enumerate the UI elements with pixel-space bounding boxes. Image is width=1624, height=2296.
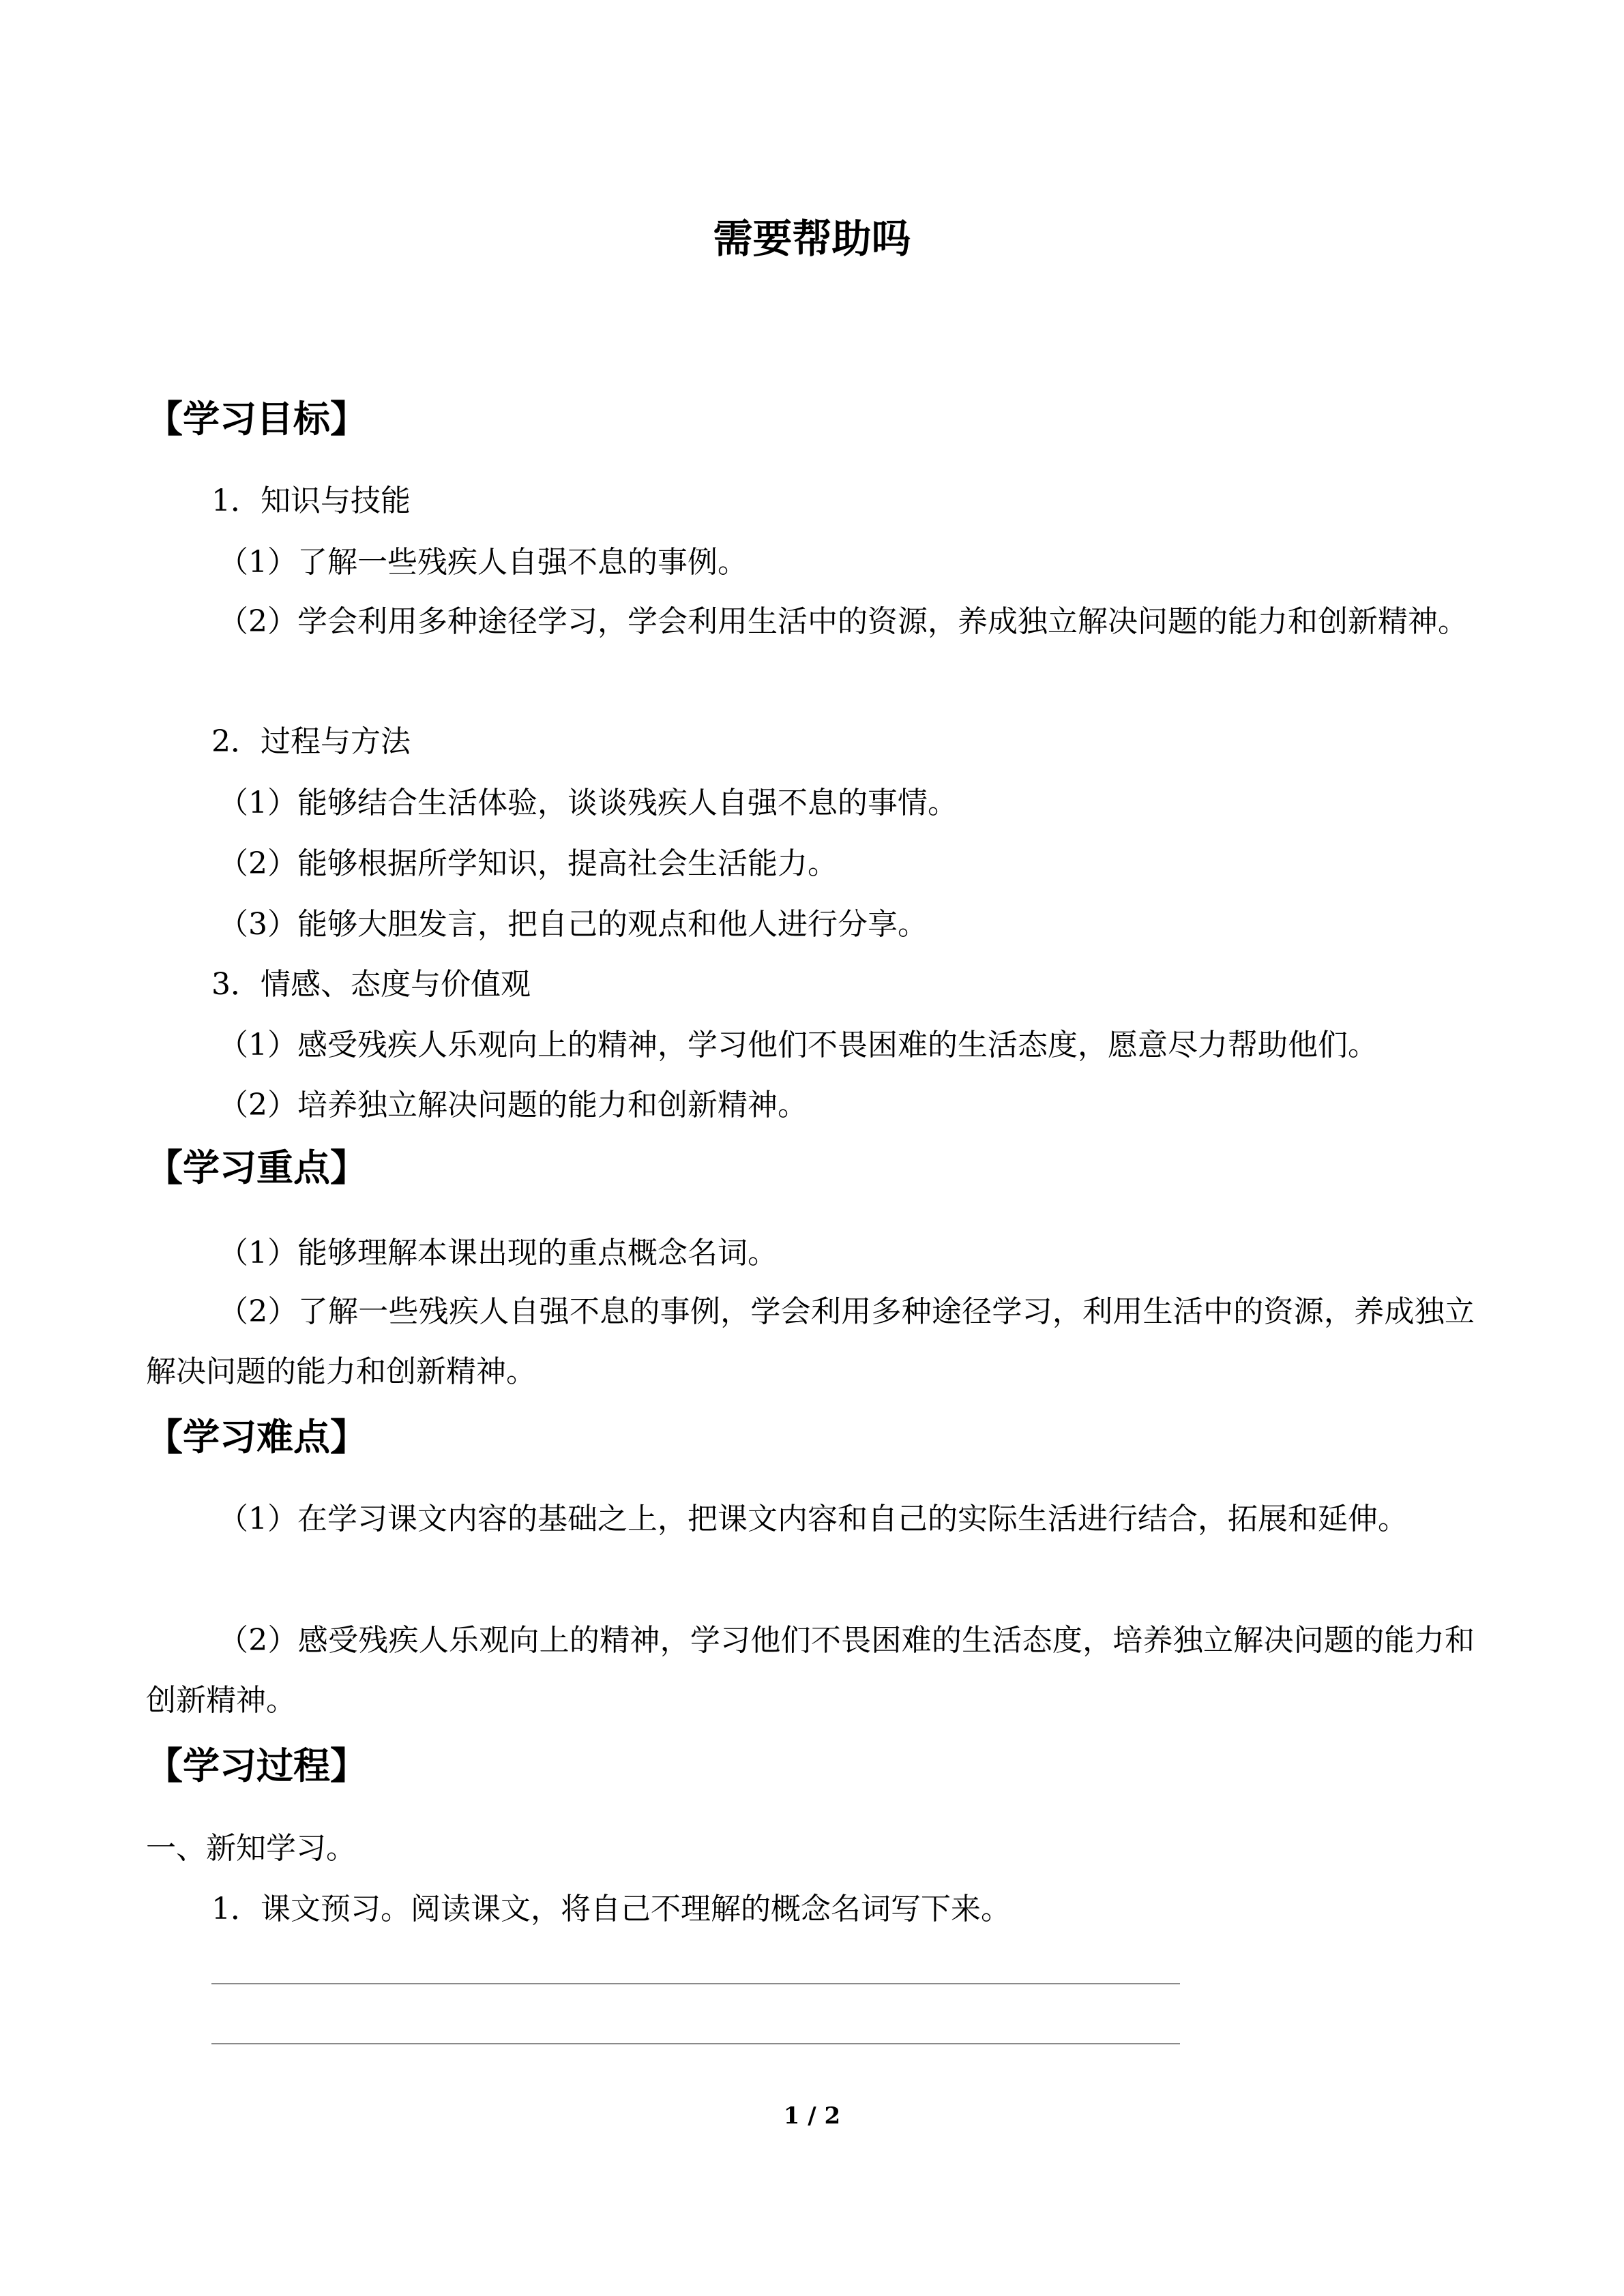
page-title: 需要帮助吗 [713,215,911,262]
emotion-item-2: （2）培养独立解决问题的能力和创新精神。 [218,1088,808,1122]
emotion-item-1: （1）感受残疾人乐观向上的精神，学习他们不畏困难的生活态度，愿意尽力帮助他们。 [218,1028,1378,1062]
process-part-1: 一、新知学习。 [146,1831,356,1866]
knowledge-item-1: （1）了解一些残疾人自强不息的事例。 [218,545,748,580]
knowledge-item-2: （2）学会利用多种途径学习，学会利用生活中的资源，养成独立解决问题的能力和创新精神。 [218,604,1468,639]
difficulty-item-1: （1）在学习课文内容的基础之上，把课文内容和自己的实际生活进行结合，拓展和延伸。 [218,1502,1408,1536]
process-heading: 【学习过程】 [146,1744,367,1787]
key-points-heading: 【学习重点】 [146,1146,367,1189]
process-method-heading: 2．过程与方法 [211,724,411,759]
process-method-item-1: （1）能够结合生活体验，谈谈残疾人自强不息的事情。 [218,786,958,820]
difficulty-item-2: （2）感受残疾人乐观向上的精神，学习他们不畏困难的生活态度，培养独立解决问题的能力和创新精神。 [146,1623,1475,1718]
key-point-item-1: （1）能够理解本课出现的重点概念名词。 [218,1236,778,1270]
process-method-item-3: （3）能够大胆发言，把自己的观点和他人进行分享。 [218,907,928,942]
objectives-heading: 【学习目标】 [146,398,367,441]
key-point-item-2: （2）了解一些残疾人自强不息的事例，学会利用多种途径学习，利用生活中的资源，养成独立解决问题的能力和创新精神。 [146,1294,1475,1389]
answer-line-2 [211,2043,1180,2044]
difficulties-heading: 【学习难点】 [146,1416,367,1459]
knowledge-heading: 1．知识与技能 [211,483,411,518]
emotion-heading: 3．情感、态度与价值观 [211,967,531,1002]
process-method-item-2: （2）能够根据所学知识，提高社会生活能力。 [218,846,838,881]
process-task-1: 1．课文预习。阅读课文，将自己不理解的概念名词写下来。 [211,1892,1011,1926]
page-number: 1 / 2 [783,2102,841,2130]
answer-line-1 [211,1983,1180,1984]
